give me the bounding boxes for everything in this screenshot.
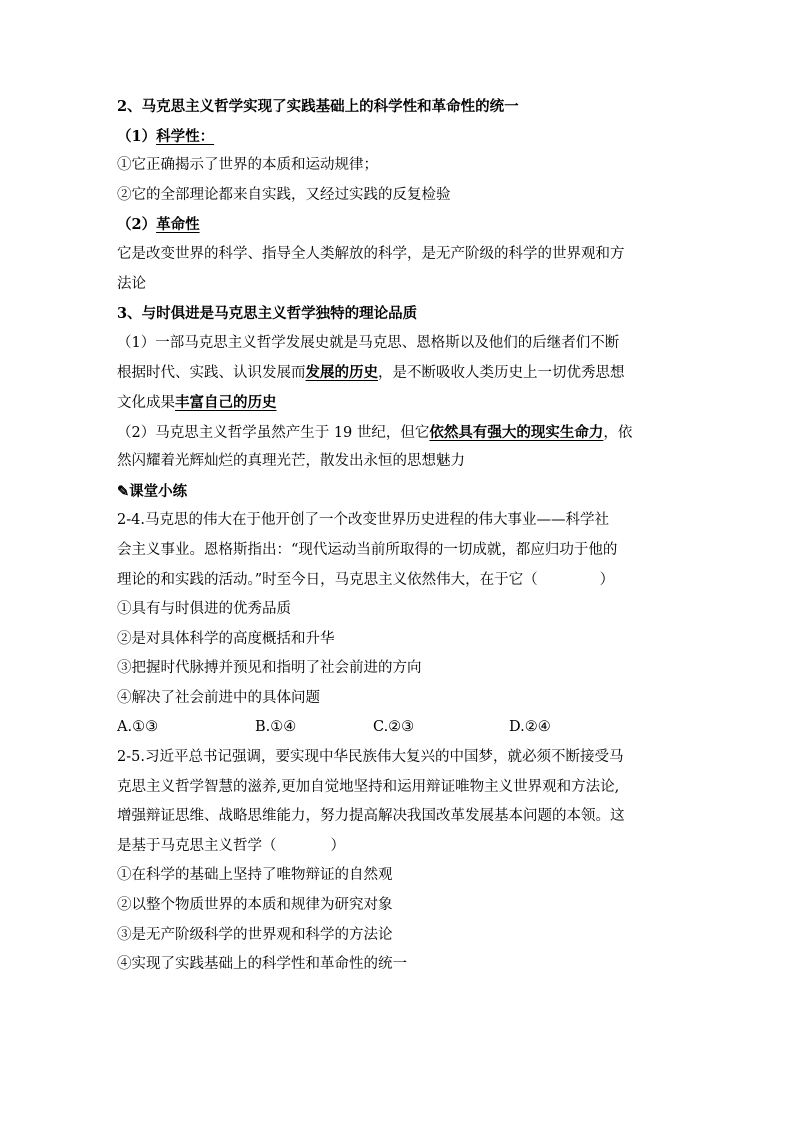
document-page xyxy=(117,92,687,980)
q2-l4-text: 是基于马克思主义哲学（ xyxy=(117,837,277,854)
sub2-text-line-1: 它是改变世界的科学、指导全人类解放的科学，是无产阶级的科学的世界观和方 xyxy=(117,245,625,262)
sub2-number: （2） xyxy=(117,216,157,234)
practice-title: 课堂小练 xyxy=(129,482,188,500)
q2-line-1: 2-5.习近平总书记强调，要实现中华民族伟大复兴的中国梦，就必须不断接受马 xyxy=(117,749,624,766)
p1-l2-underlined: 发展的历史 xyxy=(305,364,378,382)
q1-option-c[interactable]: C.②③ xyxy=(373,719,415,736)
q2-line-2: 克思主义哲学智慧的滋养,更加自觉地坚持和运用辩证唯物主义世界观和方法论, xyxy=(117,778,620,795)
sub1-number: （1） xyxy=(117,127,157,145)
sub2-title: 革命性 xyxy=(156,216,200,234)
section2-heading: 2、马克思主义哲学实现了实践基础上的科学性和革命性的统一 xyxy=(117,98,519,115)
q2-item-2: ②以整个物质世界的本质和规律为研究对象 xyxy=(117,897,393,914)
q2-item-3: ③是无产阶级科学的世界观和科学的方法论 xyxy=(117,926,393,943)
p1-l3-underlined: 丰富自己的历史 xyxy=(175,393,277,411)
practice-heading xyxy=(117,477,687,507)
section2-sub2 xyxy=(117,210,687,240)
q1-option-b[interactable]: B.①④ xyxy=(255,719,297,736)
sub1-item-2: ②它的全部理论都来自实践，又经过实践的反复检验 xyxy=(117,186,451,203)
section3-p1-line-1: （1）一部马克思主义哲学发展史就是马克思、恩格斯以及他们的后继者们不断 xyxy=(117,334,620,351)
sub1-title: 科学性： xyxy=(156,127,215,145)
q1-options xyxy=(117,713,687,743)
section2-sub1 xyxy=(117,122,687,152)
q1-item-1: ①具有与时俱进的优秀品质 xyxy=(117,601,291,618)
q2-item-4: ④实现了实践基础上的科学性和革命性的统一 xyxy=(117,956,407,973)
sub2-text-line-2: 法论 xyxy=(117,275,146,292)
section3-p2-line-1 xyxy=(117,418,687,448)
pencil-icon: ✎ xyxy=(117,482,130,500)
p2-l1-text-a: （2）马克思主义哲学虽然产生于 19 世纪，但它 xyxy=(117,424,430,441)
q1-line-2: 会主义事业。恩格斯指出：“现代运动当前所取得的一切成就，都应归功于他的 xyxy=(117,541,618,558)
section3-heading: 3、与时俱进是马克思主义哲学独特的理论品质 xyxy=(117,305,418,323)
q1-item-2: ②是对具体科学的高度概括和升华 xyxy=(117,630,335,647)
q1-item-4: ④解决了社会前进中的具体问题 xyxy=(117,689,320,706)
q1-l3-text: 理论的和实践的活动。”时至今日，马克思主义依然伟大，在于它（ xyxy=(117,571,538,588)
p1-l2-text-b: ，是不断吸收人类历史上一切优秀思想 xyxy=(378,365,625,382)
p2-l1-text-b: ，依 xyxy=(603,424,633,441)
q1-item-3: ③把握时代脉搏并预见和指明了社会前进的方向 xyxy=(117,660,422,677)
p2-l1-underlined: 依然具有强大的现实生命力 xyxy=(429,423,604,441)
section3-p1-line-3 xyxy=(117,388,687,418)
q1-option-a[interactable]: A.①③ xyxy=(117,719,159,736)
p1-l3-text-a: 文化成果 xyxy=(117,394,175,411)
p1-l2-text-a: 根据时代、实践、认识发展而 xyxy=(117,365,306,382)
q2-item-1: ①在科学的基础上坚持了唯物辩证的自然观 xyxy=(117,867,393,884)
q1-l3-close: ） xyxy=(599,571,615,588)
section3-p1-line-2 xyxy=(117,358,687,388)
section3-p2-line-2: 然闪耀着光辉灿烂的真理光芒，散发出永恒的思想魅力 xyxy=(117,453,465,470)
q1-line-3 xyxy=(117,566,687,596)
q2-line-4 xyxy=(117,832,687,862)
sub1-item-1: ①它正确揭示了世界的本质和运动规律； xyxy=(117,157,378,174)
q1-option-d[interactable]: D.②④ xyxy=(509,719,551,736)
q1-line-1: 2-4.马克思的伟大在于他开创了一个改变世界历史进程的伟大事业——科学社 xyxy=(117,512,609,529)
q2-line-3: 增强辩证思维、战略思维能力，努力提高解决我国改革发展基本问题的本领。这 xyxy=(117,808,625,825)
q2-l4-close: ） xyxy=(330,837,345,854)
